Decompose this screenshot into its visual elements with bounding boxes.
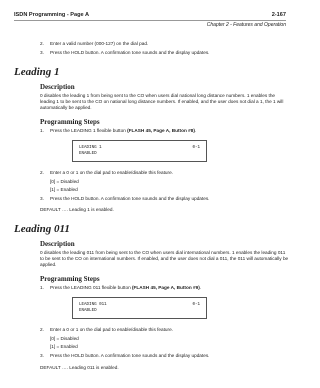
leading1-step-3: 3. Press the HOLD button. A confirmation tone sounds and the display updates. (40, 196, 210, 201)
leading011-desc-heading: Description (40, 240, 75, 248)
leading1-step-1: 1. Press the LEADING 1 flexible button (FLASH 45, Page A, Button #8). (40, 128, 197, 133)
leading1-option-1: [1] = Enabled (50, 187, 78, 192)
leading1-default: DEFAULT …. Leading 1 is enabled. (40, 207, 114, 212)
leading1-step-2: 2. Enter a 0 or 1 on the dial pad to enable/disable this feature. (40, 170, 174, 175)
leading1-description: 0 disables the leading 1 from being sent to the CO when users dial national long distance numbers. 1 enables the leading 1 to be sent to the CO on national long distance numbers. If enabled, and the user does not dial a 1, the 1 will automatically be applied. (40, 93, 284, 111)
leading1-title: Leading 1 (14, 66, 60, 78)
leading1-prog-heading: Programming Steps (40, 118, 100, 126)
leading011-option-0: [0] = Disabled (50, 336, 79, 341)
leading011-description: 0 disables the leading 011 from being sent to the CO when users dial international numbers. 1 enables the leading 011 to be sent to the CO on international numbers. If enabled, and the user does not dial a 011, the 011 will automatically be applied. (40, 250, 289, 268)
leading011-step-2: 2. Enter a 0 or 1 on the dial pad to enable/disable this feature. (40, 327, 174, 332)
leading1-lcd-display: LEADING 1 0-1 ENABLED (72, 140, 207, 162)
header-rule (14, 20, 286, 21)
leading011-title: Leading 011 (14, 223, 70, 235)
leading011-prog-heading: Programming Steps (40, 275, 100, 283)
leading011-option-1: [1] = Enabled (50, 344, 78, 349)
page-header-left: ISDN Programming - Page A (14, 12, 90, 18)
top-step-2: 2. Enter a valid number (000-127) on the dial pad. (40, 41, 149, 46)
leading011-lcd-display: LEADING 011 0-1 ENABLED (72, 297, 207, 319)
leading011-step-1: 1. Press the LEADING 011 flexible button (FLASH 45, Page A, Button #9). (40, 285, 202, 290)
leading011-step-3: 3. Press the HOLD button. A confirmation tone sounds and the display updates. (40, 353, 210, 358)
top-step-3: 3. Press the HOLD button. A confirmation tone sounds and the display updates. (40, 50, 210, 55)
leading1-desc-heading: Description (40, 83, 75, 91)
leading1-option-0: [0] = Disabled (50, 179, 79, 184)
leading011-default: DEFAULT …. Leading 011 is enabled. (40, 365, 119, 370)
chapter-subtitle: Chapter 2 - Features and Operation (206, 22, 286, 28)
page-number: 2-167 (271, 12, 286, 18)
